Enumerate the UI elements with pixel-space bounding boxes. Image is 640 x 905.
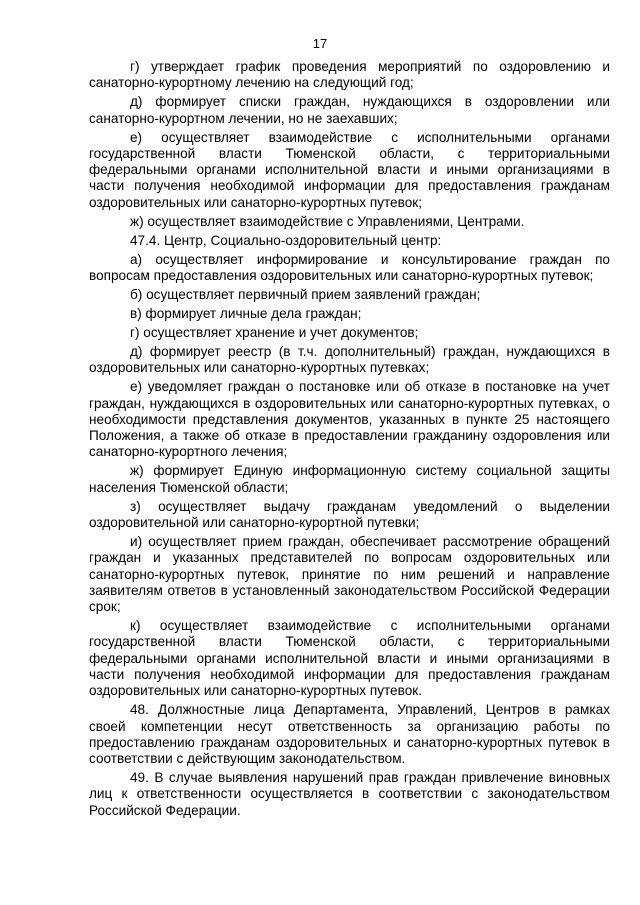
paragraph-g-storage: г) осуществляет хранение и учет документов; (130, 324, 419, 340)
paragraph-e-interaction: е) осуществляет взаимодействие с исполнительными органами государственной власти Тюменской области, с территориальными федеральными органами исполнительной власти и иными организациями в части получения необходимой информации для предоставления гражданам оздоровительных или санаторно-курортных путевок; (89, 129, 610, 210)
page-number: 17 (312, 36, 328, 51)
paragraph-a-informing: а) осуществляет информирование и консультирование граждан по вопросам предоставления оздоровительных или санаторно-курортных путевок; (89, 251, 610, 283)
section-47-4-heading: 47.4. Центр, Социально-оздоровительный центр: (130, 232, 442, 248)
paragraph-k-interaction: к) осуществляет взаимодействие с исполнительными органами государственной власти Тюменской области, с территориальными федеральными органами исполнительной власти и иными организациями в части получения необходимой информации для предоставления гражданам оздоровительных или санаторно-курортных путевок. (89, 618, 610, 699)
paragraph-i-appeals: и) осуществляет прием граждан, обеспечивает рассмотрение обращений граждан и указанных представителей по вопросам оздоровительных или санаторно-курортных путевок, принятие по ним решений и направление заявителям ответов в установленный законодательством Российской Федерации срок; (89, 533, 610, 615)
document-body (89, 59, 610, 822)
paragraph-d-registry: д) формирует реестр (в т.ч. дополнительный) граждан, нуждающихся в оздоровительных или санаторно-курортных путевках; (89, 343, 610, 376)
paragraph-zh-information-system: ж) формирует Единую информационную систему социальной защиты населения Тюменской области; (89, 463, 610, 495)
section-49-violations: 49. В случае выявления нарушений прав граждан привлечение виновных лиц к ответственности осуществляется в соответствии с законодательством Российской Федерации. (89, 770, 610, 818)
paragraph-d-lists: д) формирует списки граждан, нуждающихся в оздоровлении или санаторно-курортном лечении, но не заехавших; (89, 94, 610, 126)
section-48-responsibility: 48. Должностные лица Департамента, Управлений, Центров в рамках своей компетенции несут ответственность за организацию работы по предоставлению гражданам оздоровительных и санаторно-курортных путевок в соответствии с действующим законодательством. (89, 702, 610, 767)
paragraph-e-notification: е) уведомляет граждан о постановке или об отказе в постановке на учет граждан, нуждающихся в оздоровительных или санаторно-курортных путевках, о необходимости представления документов, указанных в пункте 25 настоящего Положения, а также об отказе в предоставлении гражданину оздоровления или санаторно-курортного лечения; (89, 379, 610, 460)
paragraph-zh-interaction: ж) осуществляет взаимодействие с Управлениями, Центрами. (130, 213, 525, 229)
paragraph-b-reception: б) осуществляет первичный прием заявлений граждан; (130, 286, 481, 302)
paragraph-v-personal-files: в) формирует личные дела граждан; (130, 305, 362, 321)
paragraph-g-schedule: г) утверждает график проведения мероприятий по оздоровлению и санаторно-курортному лечению на следующий год; (89, 59, 610, 91)
paragraph-z-issuing: з) осуществляет выдачу гражданам уведомлений о выделении оздоровительной или санаторно-курортной путевки; (89, 498, 610, 530)
